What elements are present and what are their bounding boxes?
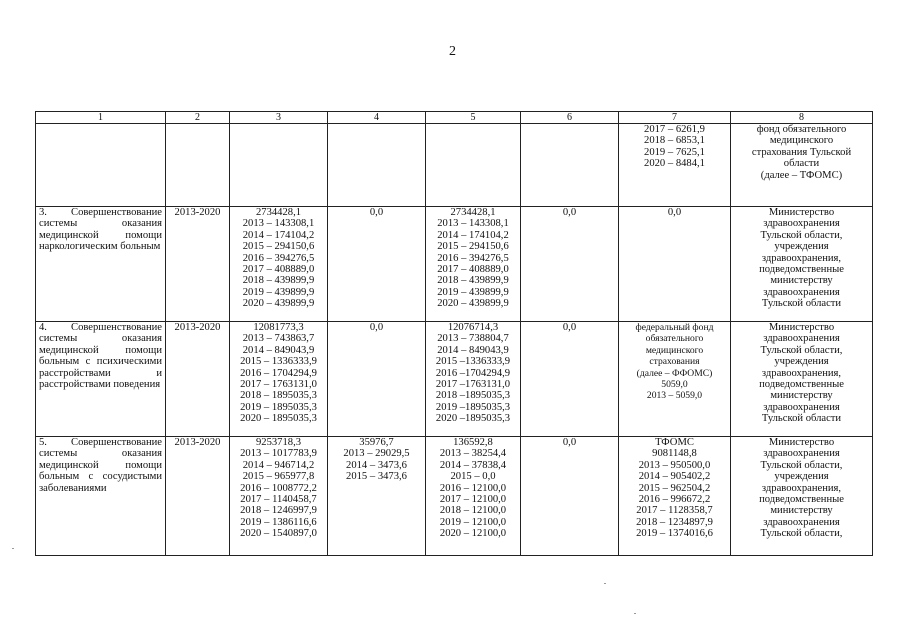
- responsible-line: Тульской области,: [760, 344, 843, 356]
- period-cell: 2013-2020: [166, 437, 230, 556]
- responsible-line: здравоохранения: [763, 401, 840, 413]
- extrabudget-line: 2013 – 950500,0: [638, 459, 711, 471]
- funding-line: 2014 – 174104,2: [242, 229, 315, 241]
- funding-line: 2013 – 738804,7: [437, 333, 509, 345]
- funding-line: 2013 – 743863,7: [242, 333, 315, 345]
- regional-budget-cell: [426, 124, 521, 207]
- responsible-line: учреждения: [774, 241, 829, 253]
- extrabudget-line: (далее – ФФОМС): [636, 367, 713, 379]
- responsible-line: Тульской области,: [760, 528, 843, 540]
- funding-line: 2017 –1763131,0: [435, 379, 511, 391]
- funding-line: 2014 – 174104,2: [437, 229, 509, 241]
- responsible-line: министерству: [770, 275, 833, 287]
- regional-budget-cell: [426, 322, 521, 437]
- funding-line: 2014 – 37838,4: [439, 459, 507, 471]
- responsible-line: здравоохранения: [763, 333, 840, 345]
- extrabudget-line: обязательного: [645, 333, 704, 345]
- funding-line: 12081773,3: [253, 322, 304, 333]
- local-budget-cell: 0,0: [521, 437, 619, 556]
- extrabudget-cell: [619, 322, 731, 437]
- responsible-line: подведомственные: [759, 264, 844, 276]
- extrabudget-line: 2017 – 1128358,7: [636, 505, 713, 517]
- funding-line: 2014 – 849043,9: [437, 344, 509, 356]
- funding-line: 2020 – 439899,9: [242, 298, 315, 310]
- funding-line: 2019 – 1386116,6: [240, 516, 317, 528]
- extrabudget-cell: [619, 207, 731, 322]
- funding-line: 2015 – 965977,8: [242, 471, 315, 483]
- responsible-line: Тульской области: [761, 413, 842, 425]
- responsible-line: области: [783, 158, 820, 170]
- funding-line: 2017 – 408889,0: [437, 264, 509, 276]
- funding-line: 9253718,3: [255, 437, 302, 448]
- responsible-line: здравоохранения,: [761, 252, 842, 264]
- table-row-continuation: [36, 124, 873, 207]
- extrabudget-line: 2018 – 6853,1: [644, 135, 705, 147]
- funding-line: 2019 – 12100,0: [439, 516, 507, 528]
- responsible-line: Тульской области: [761, 298, 842, 310]
- funding-line: 2016 – 394276,5: [242, 252, 315, 264]
- responsible-line: здравоохранения: [763, 448, 840, 460]
- responsible-line: Министерство: [768, 322, 835, 333]
- funding-line: 2017 – 12100,0: [439, 494, 507, 506]
- extrabudget-line: 2014 – 905402,2: [638, 471, 711, 483]
- responsible-line: страхования Тульской: [751, 146, 852, 158]
- funding-line: 2018 – 439899,9: [437, 275, 509, 287]
- federal-budget-cell: 0,0: [328, 207, 426, 322]
- extrabudget-line: 2015 – 962504,2: [638, 482, 711, 494]
- responsible-line: Тульской области,: [760, 459, 843, 471]
- responsible-cell: [731, 437, 873, 556]
- responsible-line: учреждения: [774, 471, 829, 483]
- period-cell: 2013-2020: [166, 207, 230, 322]
- period-cell: 2013-2020: [166, 322, 230, 437]
- measure-name-cell: [36, 124, 166, 207]
- federal-budget-cell: [328, 437, 426, 556]
- extrabudget-line: 2013 – 5059,0: [646, 390, 703, 402]
- measure-name-cell: 5. Совершенствование системы оказания медицинской помощи больным с сосудистыми заболеваниями: [36, 437, 166, 556]
- column-number-row: [36, 112, 873, 124]
- local-budget-cell: 0,0: [521, 207, 619, 322]
- responsible-cell: [731, 322, 873, 437]
- regional-budget-cell: [426, 207, 521, 322]
- funding-line: 2016 – 394276,5: [437, 252, 509, 264]
- federal-budget-cell: 0,0: [328, 322, 426, 437]
- funding-line: 2013 – 143308,1: [242, 218, 315, 230]
- funding-line: 2016 – 12100,0: [439, 482, 507, 494]
- extrabudget-line: 0,0: [667, 207, 682, 218]
- funding-line: 2014 – 3473,6: [346, 459, 407, 471]
- funding-line: 136592,8: [453, 437, 493, 448]
- column-number: 8: [731, 112, 873, 124]
- funding-line: 2015 –1336333,9: [435, 356, 511, 368]
- regional-budget-cell: [426, 437, 521, 556]
- funding-line: 2013 – 143308,1: [437, 218, 509, 230]
- responsible-line: Тульской области,: [760, 229, 843, 241]
- total-funding-cell: [230, 437, 328, 556]
- funding-line: 2734428,1: [450, 207, 496, 218]
- table-row-measure-4: [36, 322, 873, 437]
- funding-line: 2013 – 29029,5: [343, 448, 410, 460]
- scan-speck: [634, 613, 636, 614]
- extrabudget-line: ТФОМС: [655, 437, 694, 448]
- extrabudget-line: 5059,0: [661, 379, 688, 391]
- funding-line: 2020 – 1540897,0: [240, 528, 317, 540]
- responsible-line: фонд обязательного: [756, 124, 847, 135]
- funding-line: 2020 – 1895035,3: [240, 413, 317, 425]
- funding-line: 2019 – 439899,9: [242, 286, 315, 298]
- funding-line: 2019 – 1895035,3: [240, 401, 317, 413]
- funding-line: 2020 – 439899,9: [437, 298, 509, 310]
- funding-line: 2015 – 0,0: [450, 471, 496, 483]
- funding-line: 2018 – 1895035,3: [240, 390, 317, 402]
- column-number: 2: [166, 112, 230, 124]
- extrabudget-line: федеральный фонд: [635, 322, 714, 333]
- funding-line: 2017 – 1140458,7: [240, 494, 317, 506]
- responsible-line: здравоохранения,: [761, 367, 842, 379]
- funding-line: 12076714,3: [447, 322, 499, 333]
- extrabudget-line: 2017 – 6261,9: [644, 124, 705, 135]
- responsible-line: учреждения: [774, 356, 829, 368]
- extrabudget-line: 2019 – 7625,1: [644, 146, 705, 158]
- extrabudget-line: 2020 – 8484,1: [644, 158, 705, 170]
- funding-line: 2020 – 12100,0: [439, 528, 507, 540]
- column-number: 4: [328, 112, 426, 124]
- funding-line: 2016 –1704294,9: [435, 367, 511, 379]
- funding-line: 2017 – 408889,0: [242, 264, 315, 276]
- measure-name-cell: 3. Совершенствование системы оказания медицинской помощи наркологическим больным: [36, 207, 166, 322]
- extrabudget-line: 2016 – 996672,2: [638, 494, 711, 506]
- responsible-line: подведомственные: [759, 494, 844, 506]
- responsible-line: подведомственные: [759, 379, 844, 391]
- responsible-line: здравоохранения,: [761, 482, 842, 494]
- total-funding-cell: [230, 124, 328, 207]
- extrabudget-line: страхования: [649, 356, 700, 368]
- program-table: [35, 111, 873, 556]
- extrabudget-line: 2019 – 1374016,6: [636, 528, 713, 540]
- federal-budget-cell: [328, 124, 426, 207]
- scan-speck: [12, 548, 14, 549]
- funding-line: 2734428,1: [255, 207, 302, 218]
- funding-line: 2019 – 439899,9: [437, 286, 509, 298]
- page-number: 2: [449, 44, 456, 59]
- total-funding-cell: [230, 207, 328, 322]
- funding-line: 2015 – 294150,6: [437, 241, 509, 253]
- column-number: 1: [36, 112, 166, 124]
- column-number: 6: [521, 112, 619, 124]
- funding-line: 35976,7: [359, 437, 394, 448]
- column-number: 3: [230, 112, 328, 124]
- responsible-line: здравоохранения: [763, 218, 840, 230]
- scan-speck: [604, 583, 606, 584]
- responsible-line: министерству: [770, 505, 833, 517]
- funding-line: 2013 – 1017783,9: [240, 448, 317, 460]
- funding-line: 2013 – 38254,4: [439, 448, 507, 460]
- funding-line: 2015 – 1336333,9: [240, 356, 317, 368]
- responsible-line: Министерство: [768, 207, 835, 218]
- responsible-line: (далее – ТФОМС): [760, 169, 843, 181]
- funding-line: 2018 – 12100,0: [439, 505, 507, 517]
- extrabudget-line: 2018 – 1234897,9: [636, 516, 713, 528]
- funding-line: 2014 – 849043,9: [242, 344, 315, 356]
- local-budget-cell: [521, 124, 619, 207]
- funding-line: 2019 –1895035,3: [435, 401, 511, 413]
- funding-line: 2014 – 946714,2: [242, 459, 315, 471]
- funding-line: 2018 – 1246997,9: [240, 505, 317, 517]
- table-row-measure-3: [36, 207, 873, 322]
- extrabudget-line: 9081148,8: [652, 448, 697, 460]
- extrabudget-cell: [619, 437, 731, 556]
- local-budget-cell: 0,0: [521, 322, 619, 437]
- funding-line: 2017 – 1763131,0: [240, 379, 317, 391]
- responsible-line: медицинского: [769, 135, 834, 147]
- measure-name-cell: 4. Совершенствование системы оказания медицинской помощи больным с психическими расстройствами и расстройствами поведения: [36, 322, 166, 437]
- column-number: 7: [619, 112, 731, 124]
- funding-line: 2015 – 3473,6: [346, 471, 407, 483]
- period-cell: [166, 124, 230, 207]
- responsible-line: здравоохранения: [763, 516, 840, 528]
- extrabudget-line: медицинского: [645, 344, 704, 356]
- column-number: 5: [426, 112, 521, 124]
- funding-line: 2016 – 1704294,9: [240, 367, 317, 379]
- funding-line: 2020 –1895035,3: [435, 413, 511, 425]
- responsible-cell: [731, 124, 873, 207]
- responsible-line: здравоохранения: [763, 286, 840, 298]
- responsible-line: министерству: [770, 390, 833, 402]
- funding-line: 2018 –1895035,3: [435, 390, 511, 402]
- funding-line: 2018 – 439899,9: [242, 275, 315, 287]
- funding-line: 2016 – 1008772,2: [240, 482, 317, 494]
- responsible-cell: [731, 207, 873, 322]
- funding-line: 2015 – 294150,6: [242, 241, 315, 253]
- extrabudget-cell: [619, 124, 731, 207]
- table-row-measure-5: [36, 437, 873, 556]
- responsible-line: Министерство: [768, 437, 835, 448]
- total-funding-cell: [230, 322, 328, 437]
